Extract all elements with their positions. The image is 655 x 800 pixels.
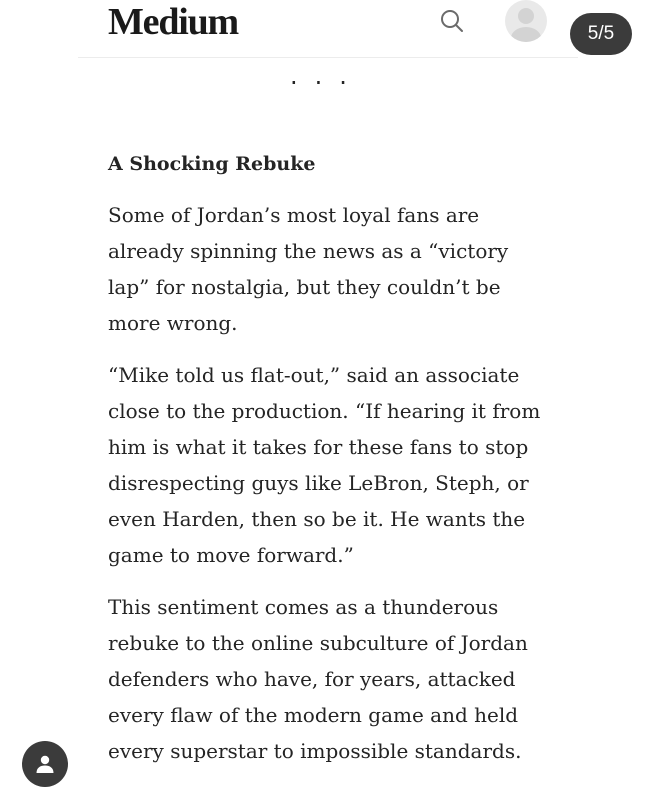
text-line: lap” for nostalgia, but they couldn’t be xyxy=(108,275,501,299)
page-counter-badge: 5/5 xyxy=(570,13,632,55)
text-line: rebuke to the online subculture of Jordan xyxy=(108,631,528,655)
section-separator: ... xyxy=(290,62,364,90)
text-line: him is what it takes for these fans to stop xyxy=(108,435,529,459)
paragraph-2 xyxy=(108,357,578,573)
text-line: even Harden, then so be it. He wants the xyxy=(108,507,526,531)
paragraph-1 xyxy=(108,197,578,341)
text-line: already spinning the news as a “victory xyxy=(108,239,509,263)
text-line: This sentiment comes as a thunderous xyxy=(108,595,499,619)
text-line: Some of Jordan’s most loyal fans are xyxy=(108,203,480,227)
text-line: every flaw of the modern game and held xyxy=(108,703,519,727)
medium-logo[interactable]: Medium xyxy=(108,1,239,43)
article-body xyxy=(108,146,578,784)
floating-user-button[interactable] xyxy=(22,741,68,787)
text-line: game to move forward.” xyxy=(108,543,354,567)
text-line: close to the production. “If hearing it from xyxy=(108,399,541,423)
text-line: “Mike told us flat-out,” said an associate xyxy=(108,363,520,387)
user-icon xyxy=(33,752,57,776)
section-heading: A Shocking Rebuke xyxy=(108,153,316,175)
text-line: more wrong. xyxy=(108,311,238,335)
text-line: every superstar to impossible standards. xyxy=(108,739,522,763)
text-line: disrespecting guys like LeBron, Steph, or xyxy=(108,471,529,495)
header-divider xyxy=(78,57,578,58)
user-avatar-icon[interactable] xyxy=(505,0,547,42)
top-header xyxy=(0,0,655,58)
paragraph-3 xyxy=(108,589,578,769)
text-line: defenders who have, for years, attacked xyxy=(108,667,516,691)
search-icon[interactable] xyxy=(439,8,465,34)
